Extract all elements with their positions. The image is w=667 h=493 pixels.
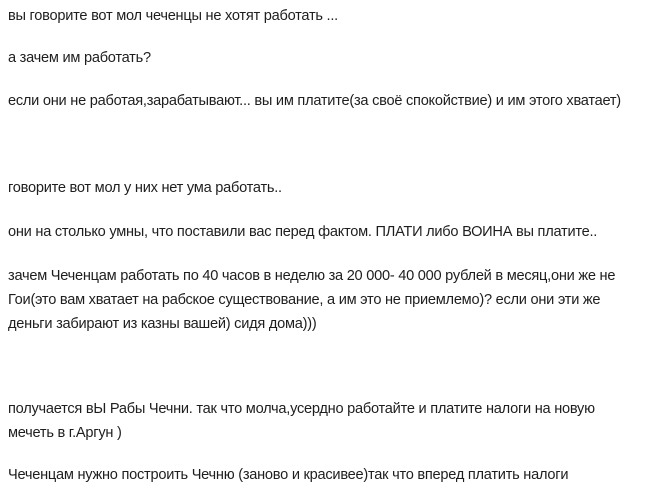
- paragraph-2: [8, 46, 151, 70]
- text-line: зачем Чеченцам работать по 40 часов в неделю за 20 000- 40 000 рублей в месяц,они же не: [8, 268, 616, 284]
- paragraph-5: [8, 220, 597, 244]
- text-line: Гои(это вам хватает на рабское существование, а им это не приемлемо)? если они эти же: [8, 292, 601, 308]
- paragraph-4: [8, 176, 282, 200]
- text-line: они на столько умны, что поставили вас перед фактом. ПЛАТИ либо ВОИНА вы платите..: [8, 224, 598, 240]
- text-line: деньги забирают из казны вашей) сидя дома))): [8, 316, 317, 332]
- text-line: говорите вот мол у них нет ума работать..: [8, 180, 282, 196]
- text-line: получается вЫ Рабы Чечни. так что молча,усердно работайте и платите налоги на новую: [8, 401, 595, 417]
- paragraph-1: [8, 4, 338, 28]
- paragraph-8: [8, 463, 568, 487]
- paragraph-7: [8, 397, 595, 445]
- text-line: если они не работая,зарабатывают... вы им платите(за своё спокойствие) и им этого хватает): [8, 93, 621, 109]
- text-line: Чеченцам нужно построить Чечню (заново и красивее)так что вперед платить налоги: [8, 467, 569, 483]
- text-line: а зачем им работать?: [8, 50, 151, 66]
- paragraph-3: [8, 89, 621, 113]
- text-line: вы говорите вот мол чеченцы не хотят работать ...: [8, 8, 338, 24]
- text-line: мечеть в г.Аргун ): [8, 425, 122, 441]
- paragraph-6: [8, 264, 615, 336]
